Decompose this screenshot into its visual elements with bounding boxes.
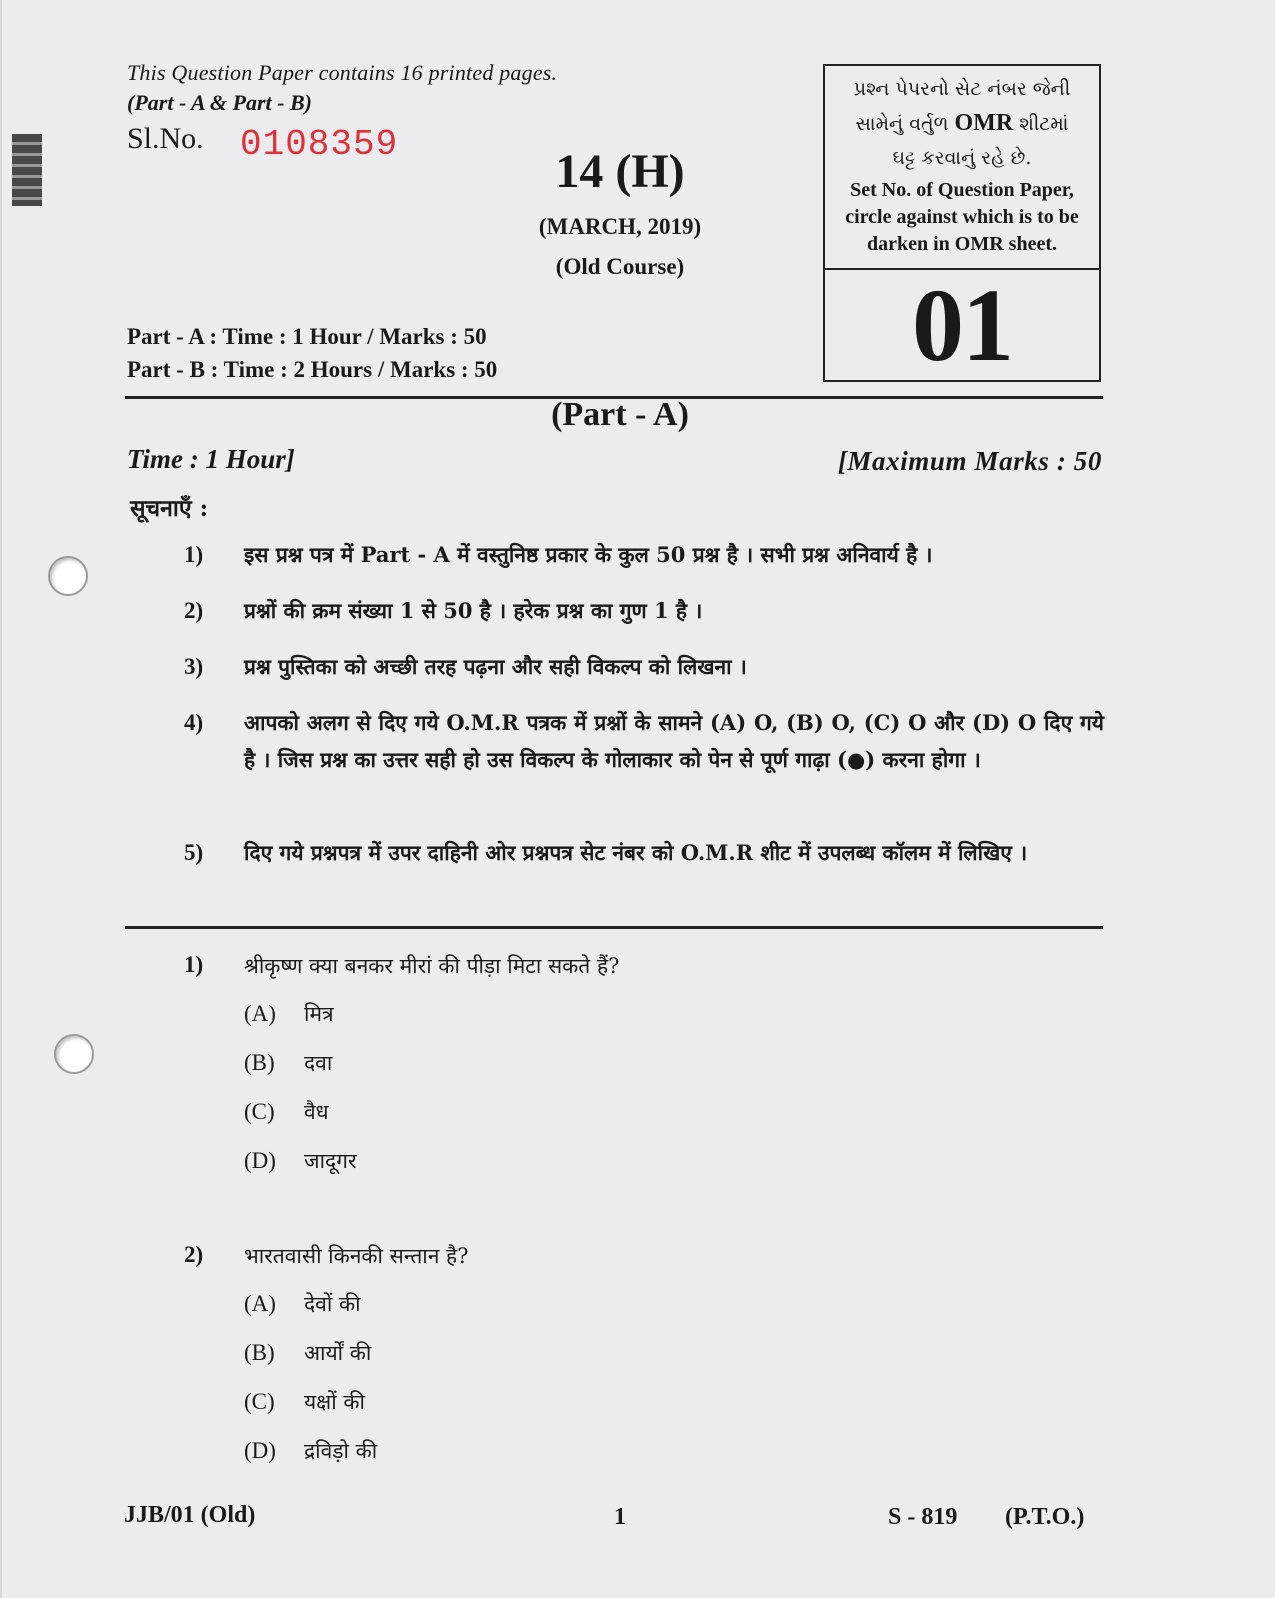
question-text: श्रीकृष्ण क्या बनकर मीरां की पीड़ा मिटा सकते हैं?	[244, 954, 620, 978]
option-item: (D) जादूगर	[244, 1148, 357, 1173]
option-item: (C) यक्षों की	[244, 1389, 365, 1414]
set-box-english: Set No. of Question Paper, circle against which is to be darken in OMR sheet.	[845, 179, 1079, 255]
part-heading: (Part - A)	[551, 396, 689, 433]
serial-number-label: Sl.No.	[127, 122, 204, 155]
set-box-gujarati-line: ઘટ્ટ કરવાનું રહે છે.	[892, 147, 1032, 169]
question-text: भारतवासी किनकी सन्तान है?	[244, 1244, 469, 1268]
option-item: (A) देवों की	[244, 1291, 361, 1316]
time-marks-block	[127, 320, 497, 386]
option-item: (A) मित्र	[244, 1001, 334, 1026]
paper-code: S - 819	[888, 1504, 958, 1530]
set-box-gujarati-line: સામેનું વર્તુળ OMR શીટમાં	[855, 110, 1069, 136]
instruction-item: 1) इस प्रश्न पत्र में Part - A में वस्तुनिष्ठ प्रकार के कुल 50 प्रश्न है । सभी प्रश्न अनिवार्य है ।	[184, 542, 933, 567]
instructions-heading: सूचनाएँ :	[130, 495, 209, 522]
question-number: 2)	[184, 1242, 204, 1267]
instruction-item: 3) प्रश्न पुस्तिका को अच्छी तरह पढ़ना और सही विकल्प को लिखना ।	[184, 654, 747, 679]
section-rule	[125, 926, 1103, 929]
option-item: (B) आर्यों की	[244, 1340, 372, 1365]
instruction-item: 5) दिए गये प्रश्नपत्र में उपर दाहिनी ओर प्रश्नपत्र सेट नंबर को O.M.R शीट में उपलब्ध कॉलम में लिखिए ।	[184, 840, 1028, 865]
part-b-time: Part - B : Time : 2 Hours / Marks : 50	[127, 357, 498, 382]
serial-number-value: 0108359	[240, 124, 399, 165]
punch-hole	[54, 1034, 94, 1074]
part-a-time: Part - A : Time : 1 Hour / Marks : 50	[127, 324, 487, 349]
page-count-note: This Question Paper contains 16 printed pages.	[127, 60, 558, 85]
parts-note: (Part - A & Part - B)	[127, 90, 312, 115]
max-marks-label: [Maximum Marks : 50	[837, 446, 1102, 476]
option-item: (D) द्रविड़ो की	[244, 1438, 378, 1463]
subject-code: 14 (H)	[555, 145, 685, 198]
set-number: 01	[912, 268, 1012, 383]
set-box-gujarati-line: પ્રશ્ન પેપરનો સેટ નંબર જેની	[853, 78, 1071, 100]
question-number: 1)	[184, 952, 204, 977]
page-edge	[0, 0, 2, 1598]
instruction-item: 4) आपको अलग से दिए गये O.M.R पत्रक में प्रश्नों के सामने (A) O, (B) O, (C) O और (D) O दिए गये है । जिस प्रश्न का उत्तर सही हो उस विकल्प के गोलाकार को पेन से पूर्ण गाढ़ा (●) करना होगा ।	[184, 710, 1104, 772]
option-item: (C) वैध	[244, 1099, 329, 1124]
option-item: (B) दवा	[244, 1050, 333, 1075]
instruction-item: 2) प्रश्नों की क्रम संख्या 1 से 50 है । हरेक प्रश्न का गुण 1 है ।	[184, 598, 703, 623]
set-box-gujarati	[825, 66, 1099, 175]
footer-code: JJB/01 (Old)	[124, 1502, 256, 1528]
pto-label: (P.T.O.)	[1005, 1504, 1085, 1530]
binding-mark	[12, 134, 42, 206]
exam-date: (MARCH, 2019)	[538, 214, 702, 239]
set-number-box	[823, 64, 1101, 382]
punch-hole	[48, 556, 88, 596]
page-number: 1	[614, 1504, 626, 1530]
course-type: (Old Course)	[555, 254, 685, 279]
time-label: Time : 1 Hour]	[127, 444, 295, 474]
